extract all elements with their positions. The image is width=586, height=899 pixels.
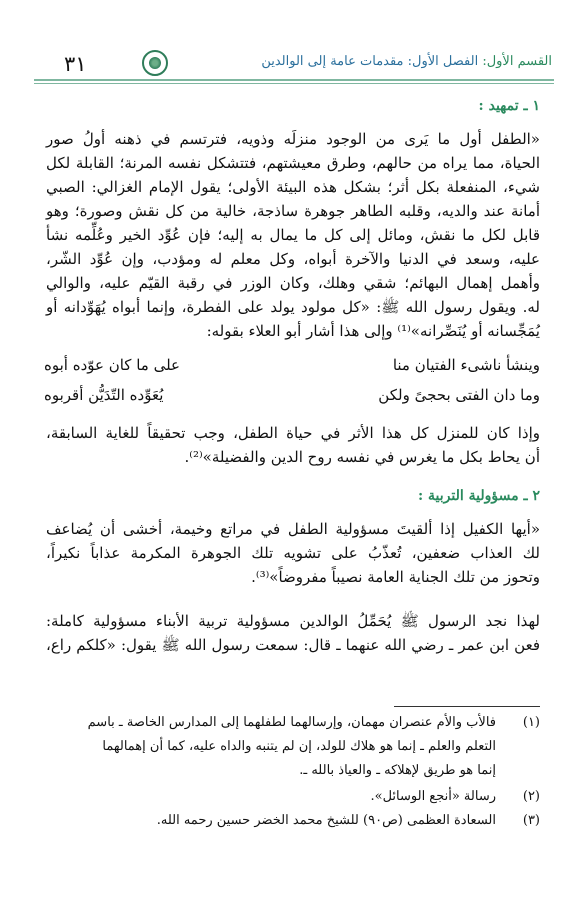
body-line: الحياة، مما يراه من حالهم، وطرق معيشتهم، فتتشكل نفسه المرنة؛ القابلة لكل	[46, 154, 540, 172]
footnote-text: رسالة «أنجع الوسائل».	[370, 789, 496, 804]
footnote-line	[46, 786, 540, 808]
body-line: «الطفل أول ما يَرى من الوجود منزلَه وذويه، فترتسم في ذهنه أولُ صور	[46, 130, 540, 148]
footnote-text: فالأب والأم عنصران مهمان، وإرسالهما لطفلهما إلى المدارس الخاصة ـ باسم	[87, 715, 496, 730]
footnote-line: التعلم والعلم ـ إنما هو هلاك للولد، إن لم يتنبه والداه عليه، كما أن إهمالهما	[102, 739, 496, 754]
body-line: فعن ابن عمر ـ رضي الله عنهما ـ قال: سمعت رسول الله ﷺ يقول: «كلكم راع،	[46, 636, 540, 654]
section-heading-intro: ١ ـ تمهيد :	[478, 98, 540, 114]
footnote-number: (٣)	[522, 813, 540, 828]
body-line: لك العذاب ضعفين، تُعذّبُ على تشويه تلك الجوهرة المكرمة عذاباً نكيراً،	[46, 544, 540, 562]
header-rule	[34, 79, 554, 81]
body-line: أمانة عند والديه، وقلبه الطاهر جوهرة ساذجة، خالية من كل نقش وصورة؛ وهو	[46, 202, 540, 220]
body-line: يُمَجِّسانه أو يُنَصِّرانه»⁽¹⁾ وإلى هذا أشار أبو العلاء بقوله:	[206, 322, 540, 340]
verse-hemistich: على ما كان عوّده أبوه	[44, 356, 181, 374]
body-line: «أيها الكفيل إذا ألقيتَ مسؤولية الطفل في مراتع وخيمة، أخشى أن يُضاعف	[46, 520, 540, 538]
body-line: وأهمل إهمال البهائم؛ شقي وهلك، وكان الوزر في رقبة القيّم عليه، والوالي	[46, 274, 540, 292]
footnote-number: (١)	[522, 715, 540, 730]
body-line: لهذا نجد الرسول ﷺ يُحَمِّلُ الوالدين مسؤولية تربية الأبناء مسؤولية كاملة:	[46, 612, 540, 630]
body-line: قابل لكل ما نقش، ومائل إلى كل ما يمال به إليه؛ فإن عُوِّد الخير وعُلِّمه نشأ	[46, 226, 540, 244]
verse-hemistich: وما دان الفتى بحجىً ولكن	[378, 386, 540, 404]
verse-hemistich: يُعَوِّده التّدَيُّن أقربوه	[44, 386, 164, 404]
body-line: شيء، المنفعلة بكل أثر؛ بشكل هذه البيئة الأولى؛ يقول الإمام الغزالي: الصبي	[46, 178, 540, 196]
footnote-text: السعادة العظمى (ص٩٠) للشيخ محمد الخضر حسين رحمه الله.	[156, 813, 496, 828]
footnote-line	[46, 810, 540, 832]
rosette-ornament-icon	[142, 50, 168, 76]
section-heading-responsibility: ٢ ـ مسؤولية التربية :	[417, 488, 540, 504]
footnote-line	[46, 712, 540, 734]
page-number: ٣١	[64, 52, 87, 76]
header-text: الفصل الأول: مقدمات عامة إلى الوالدين	[261, 54, 479, 69]
body-line: عليه، وسعد في الدنيا والآخرة أبواه، وكل معلم له ومؤدب، وإن عُوِّد الشّر،	[46, 250, 540, 268]
verse-hemistich: وينشأ ناشىء الفتيان منا	[392, 356, 540, 374]
body-line: وإذا كان للمنزل كل هذا الأثر في حياة الطفل، وجب تحقيقاً للغاية السابقة،	[46, 424, 540, 442]
footnote-line: إنما هو طريق لإهلاكه ـ والعياذ بالله ـ.	[299, 763, 496, 778]
footnote-rule	[394, 706, 540, 707]
header-label: القسم الأول:	[482, 54, 552, 69]
header-title	[261, 54, 552, 69]
header-rule-thin	[34, 83, 554, 84]
footnote-number: (٢)	[522, 789, 540, 804]
body-line: أن يحاط بكل ما يغرس في نفسه روح الدين والفضيلة»⁽²⁾.	[184, 448, 540, 466]
body-line: له. ويقول رسول الله ﷺ: «كل مولود يولد على الفطرة، وإنما أبواه يُهَوِّدانه أو	[46, 298, 540, 316]
body-line: وتحوز من تلك الجناية العامة نصيباً مفروضاً»⁽³⁾.	[251, 568, 540, 586]
